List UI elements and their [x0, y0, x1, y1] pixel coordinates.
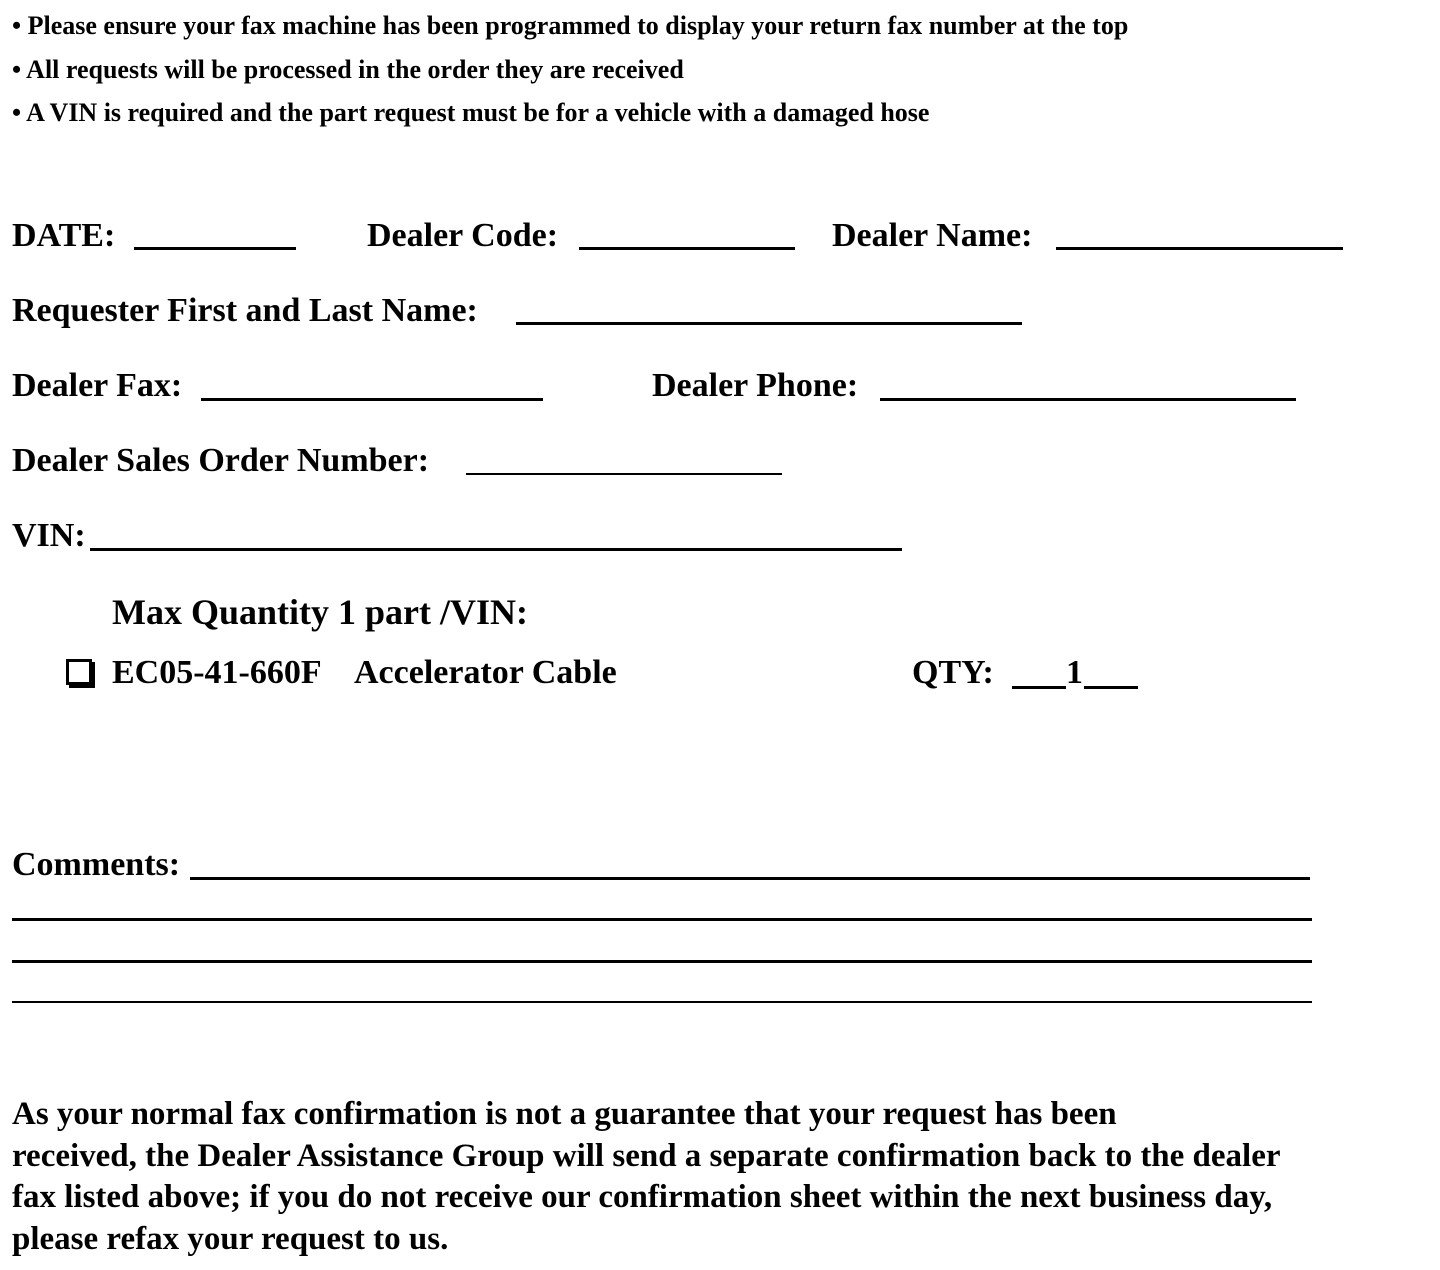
- dealer-code-label: Dealer Code:: [367, 217, 559, 254]
- qty-blank-left: [1012, 686, 1066, 689]
- qty-value[interactable]: 1: [1066, 654, 1083, 691]
- sales-order-field[interactable]: [466, 473, 782, 475]
- comments-line[interactable]: [12, 918, 1312, 921]
- dealer-name-label: Dealer Name:: [832, 217, 1033, 254]
- vin-field[interactable]: [90, 548, 902, 551]
- dealer-fax-label: Dealer Fax:: [12, 367, 183, 404]
- max-quantity-heading: Max Quantity 1 part /VIN:: [112, 592, 528, 632]
- notice-line: received, the Dealer Assistance Group will send a separate confirmation back to the dealer: [12, 1137, 1281, 1174]
- notice-line: fax listed above; if you do not receive our confirmation sheet within the next business day,: [12, 1179, 1273, 1215]
- dealer-fax-field[interactable]: [201, 398, 543, 401]
- confirmation-notice: [12, 1094, 1432, 1260]
- part-checkbox[interactable]: [66, 659, 92, 685]
- dealer-name-field[interactable]: [1056, 247, 1343, 250]
- requester-name-field[interactable]: [516, 322, 1022, 325]
- comments-line[interactable]: [12, 960, 1312, 963]
- instruction-line: • A VIN is required and the part request must be for a vehicle with a damaged hose: [12, 98, 930, 127]
- dealer-phone-field[interactable]: [880, 398, 1296, 401]
- date-field[interactable]: [134, 247, 296, 250]
- comments-line[interactable]: [190, 877, 1310, 880]
- qty-label: QTY:: [912, 654, 994, 691]
- dealer-phone-label: Dealer Phone:: [652, 367, 859, 404]
- instruction-line: • Please ensure your fax machine has been programmed to display your return fax number at the top: [12, 11, 1129, 40]
- dealer-code-field[interactable]: [579, 247, 795, 250]
- notice-line: please refax your request to us.: [12, 1220, 449, 1257]
- comments-label: Comments:: [12, 846, 181, 883]
- vin-label: VIN:: [12, 517, 86, 554]
- date-label: DATE:: [12, 217, 116, 254]
- qty-blank-right: [1084, 686, 1138, 689]
- instruction-line: • All requests will be processed in the order they are received: [12, 55, 684, 84]
- requester-label: Requester First and Last Name:: [12, 292, 478, 329]
- notice-line: As your normal fax confirmation is not a guarantee that your request has been: [12, 1096, 1117, 1132]
- comments-line[interactable]: [12, 1001, 1312, 1003]
- part-description: Accelerator Cable: [354, 654, 617, 691]
- part-number: EC05-41-660F: [112, 654, 322, 691]
- sales-order-label: Dealer Sales Order Number:: [12, 442, 430, 479]
